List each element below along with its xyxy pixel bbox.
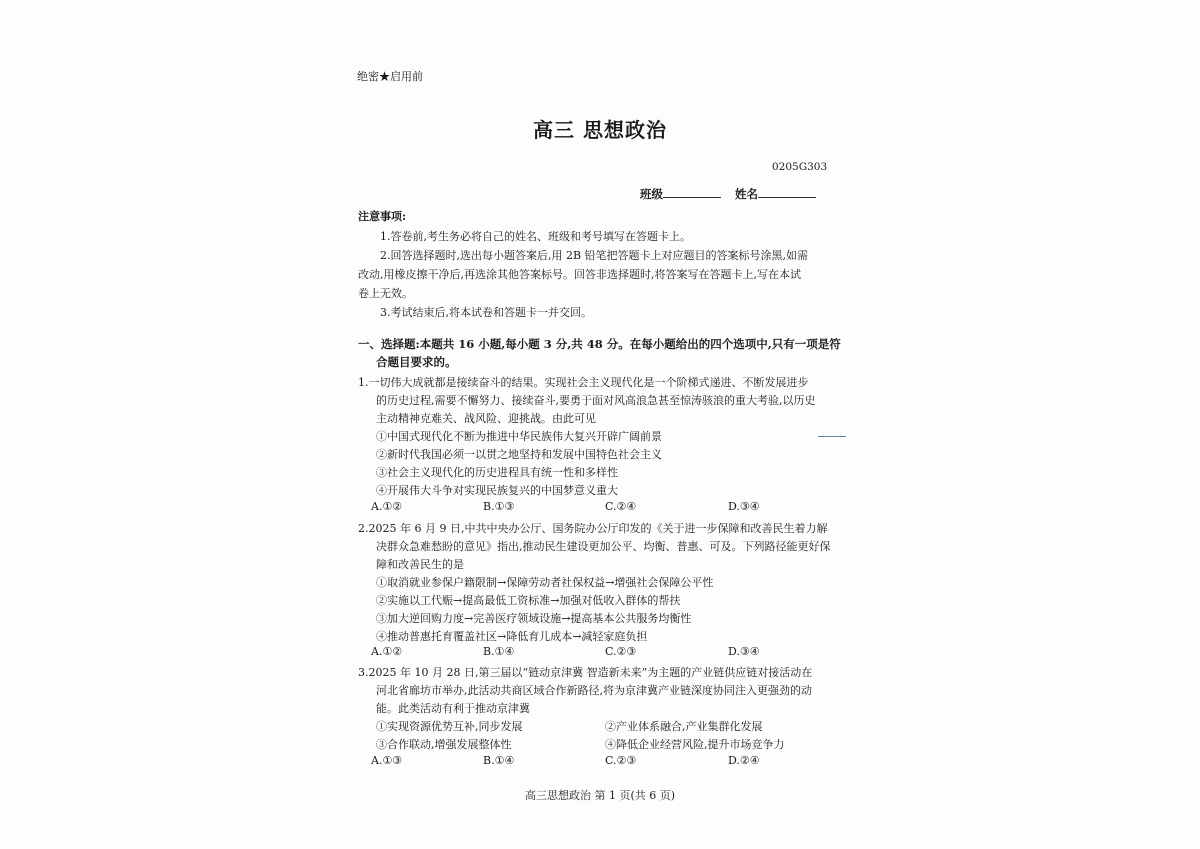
choice-a: A.①②	[371, 500, 403, 513]
question-option: ③社会主义现代化的历史进程具有统一性和多样性	[376, 466, 618, 479]
question-text: 障和改善民生的是	[376, 558, 464, 571]
confidential-label: 绝密★启用前	[357, 70, 423, 83]
question-text: 的历史过程,需要不懈努力、接续奋斗,要勇于面对风高浪急甚至惊涛骇浪的重大考验,以历史	[376, 394, 816, 407]
answer-choices	[0, 645, 1200, 661]
choice-b: B.①③	[483, 500, 515, 513]
class-blank	[663, 187, 721, 198]
note-line: 2.回答选择题时,选出每小题答案后,用 2B 铅笔把答题卡上对应题目的答案标号涂黑,如需	[380, 249, 809, 262]
section-heading-cont: 合题目要求的。	[376, 355, 457, 369]
question-option: ④降低企业经营风险,提升市场竞争力	[605, 738, 785, 751]
answer-choices	[0, 500, 1200, 516]
section-heading: 一、选择题:本题共 16 小题,每小题 3 分,共 48 分。在每小题给出的四个选项中,只有一项是符	[358, 337, 841, 351]
question-option: ④推动普惠托育覆盖社区→降低育儿成本→减轻家庭负担	[376, 630, 648, 643]
class-name-fields	[640, 186, 816, 202]
pen-mark	[818, 436, 846, 437]
question-text: 2.2025 年 6 月 9 日,中共中央办公厅、国务院办公厅印发的《关于进一步保障和改善民生着力解	[358, 522, 828, 535]
name-label: 姓名	[735, 187, 758, 201]
question-option: ②新时代我国必须一以贯之地坚持和发展中国特色社会主义	[376, 448, 662, 461]
page-footer: 高三思想政治 第 1 页(共 6 页)	[524, 789, 676, 802]
question-option: ③合作联动,增强发展整体性	[376, 738, 512, 751]
page-title: 高三 思想政治	[533, 118, 667, 142]
choice-d: D.③④	[728, 645, 760, 658]
question-option: ①中国式现代化不断为推进中华民族伟大复兴开辟广阔前景	[376, 430, 662, 443]
question-option: ①实现资源优势互补,同步发展	[376, 720, 523, 733]
question-text: 决群众急难愁盼的意见》指出,推动民生建设更加公平、均衡、普惠、可及。下列路径能更好保	[376, 540, 831, 553]
question-text: 主动精神克难关、战风险、迎挑战。由此可见	[376, 412, 596, 425]
question-text: 1.一切伟大成就都是接续奋斗的结果。实现社会主义现代化是一个阶梯式递进、不断发展进步	[358, 376, 809, 389]
note-line: 卷上无效。	[358, 287, 413, 300]
question-option: ③加大逆回购力度→完善医疗领域设施→提高基本公共服务均衡性	[376, 612, 692, 625]
choice-c: C.②③	[605, 645, 637, 658]
choice-d: D.②④	[728, 754, 760, 767]
question-option: ②产业体系融合,产业集群化发展	[605, 720, 763, 733]
question-text: 河北省廊坊市举办,此活动共商区域合作新路径,将为京津冀产业链深度协同注入更强劲的动	[376, 684, 812, 697]
name-blank	[758, 187, 816, 198]
choice-d: D.③④	[728, 500, 760, 513]
choice-a: A.①②	[371, 645, 403, 658]
answer-choices	[0, 754, 1200, 770]
notes-heading: 注意事项:	[358, 210, 407, 223]
choice-b: B.①④	[483, 754, 515, 767]
note-line: 1.答卷前,考生务必将自己的姓名、班级和考号填写在答题卡上。	[380, 230, 691, 243]
class-label: 班级	[640, 187, 663, 201]
question-text: 能。此类活动有利于推动京津冀	[376, 702, 530, 715]
note-line: 3.考试结束后,将本试卷和答题卡一并交回。	[380, 306, 592, 319]
choice-a: A.①③	[371, 754, 403, 767]
question-option: ②实施以工代赈→提高最低工资标准→加强对低收入群体的帮扶	[376, 594, 681, 607]
question-text: 3.2025 年 10 月 28 日,第三届以“链动京津冀 智造新未来”为主题的产业链供应链对接活动在	[358, 666, 813, 679]
note-line: 改动,用橡皮擦干净后,再选涂其他答案标号。回答非选择题时,将答案写在答题卡上,写在本试	[358, 268, 801, 281]
choice-c: C.②④	[605, 500, 637, 513]
question-option: ④开展伟大斗争对实现民族复兴的中国梦意义重大	[376, 484, 618, 497]
paper-code: 0205G303	[772, 161, 828, 173]
choice-b: B.①④	[483, 645, 515, 658]
choice-c: C.②③	[605, 754, 637, 767]
question-option: ①取消就业参保户籍限制→保障劳动者社保权益→增强社会保障公平性	[376, 576, 714, 589]
